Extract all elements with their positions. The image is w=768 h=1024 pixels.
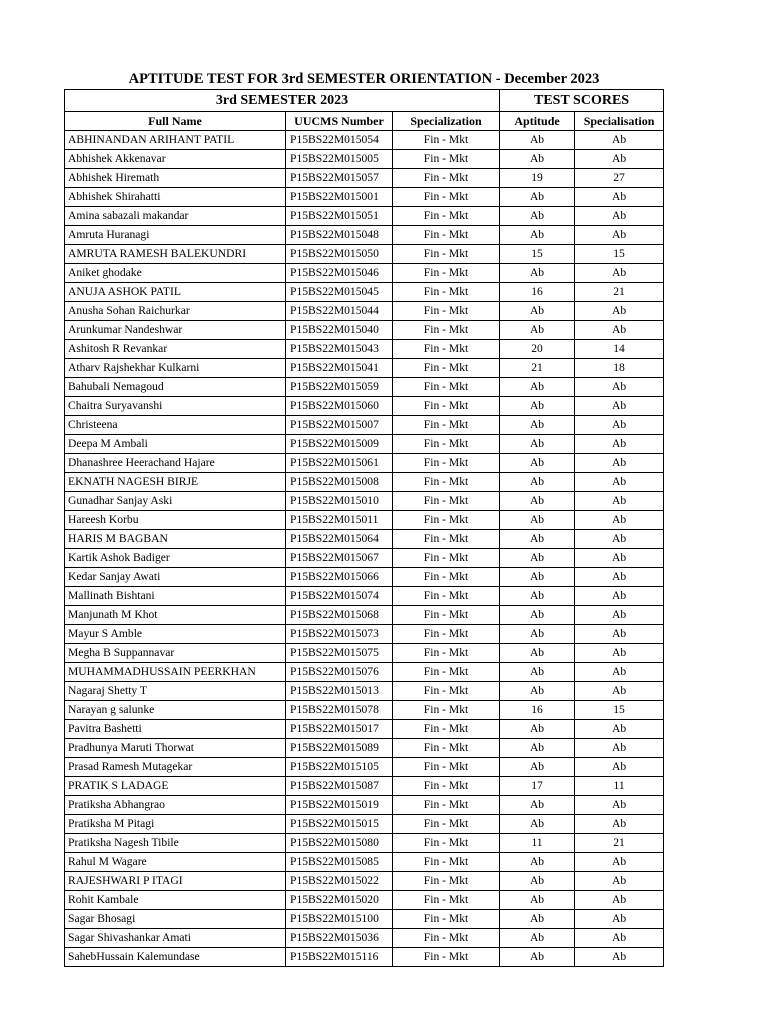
uucms-number-cell: P15BS22M015017 xyxy=(286,720,393,739)
specialisation-score-cell: Ab xyxy=(575,454,664,473)
specialization-cell: Fin - Mkt xyxy=(393,416,500,435)
student-name-cell: Sagar Shivashankar Amati xyxy=(65,929,286,948)
specialization-cell: Fin - Mkt xyxy=(393,929,500,948)
aptitude-score-cell: 15 xyxy=(500,245,575,264)
table-row xyxy=(65,473,664,492)
specialisation-score-cell: Ab xyxy=(575,663,664,682)
student-name-cell: Kedar Sanjay Awati xyxy=(65,568,286,587)
table-row xyxy=(65,929,664,948)
specialization-cell: Fin - Mkt xyxy=(393,739,500,758)
aptitude-score-cell: Ab xyxy=(500,226,575,245)
student-name-cell: Deepa M Ambali xyxy=(65,435,286,454)
table-row xyxy=(65,359,664,378)
aptitude-score-cell: 17 xyxy=(500,777,575,796)
specialization-cell: Fin - Mkt xyxy=(393,530,500,549)
uucms-number-cell: P15BS22M015076 xyxy=(286,663,393,682)
table-row xyxy=(65,378,664,397)
table-row xyxy=(65,853,664,872)
document-title: APTITUDE TEST FOR 3rd SEMESTER ORIENTATION - December 2023 xyxy=(128,71,600,87)
table-row xyxy=(65,796,664,815)
table-row xyxy=(65,948,664,967)
column-header-specialisation-score: Specialisation xyxy=(575,112,664,131)
uucms-number-cell: P15BS22M015054 xyxy=(286,131,393,150)
aptitude-score-cell: Ab xyxy=(500,739,575,758)
specialisation-score-cell: Ab xyxy=(575,739,664,758)
aptitude-score-cell: Ab xyxy=(500,720,575,739)
specialisation-score-cell: Ab xyxy=(575,150,664,169)
aptitude-score-cell: Ab xyxy=(500,454,575,473)
student-name-cell: Pratiksha M Pitagi xyxy=(65,815,286,834)
student-name-cell: Rohit Kambale xyxy=(65,891,286,910)
specialization-cell: Fin - Mkt xyxy=(393,815,500,834)
specialization-cell: Fin - Mkt xyxy=(393,872,500,891)
specialization-cell: Fin - Mkt xyxy=(393,853,500,872)
table-row xyxy=(65,454,664,473)
aptitude-score-cell: Ab xyxy=(500,910,575,929)
specialisation-score-cell: 21 xyxy=(575,834,664,853)
specialisation-score-cell: 11 xyxy=(575,777,664,796)
aptitude-score-cell: Ab xyxy=(500,150,575,169)
table-row xyxy=(65,625,664,644)
aptitude-score-cell: Ab xyxy=(500,378,575,397)
student-name-cell: Nagaraj Shetty T xyxy=(65,682,286,701)
specialization-cell: Fin - Mkt xyxy=(393,397,500,416)
aptitude-score-cell: Ab xyxy=(500,549,575,568)
specialization-cell: Fin - Mkt xyxy=(393,587,500,606)
uucms-number-cell: P15BS22M015045 xyxy=(286,283,393,302)
semester-group-header: 3rd SEMESTER 2023 xyxy=(65,90,500,112)
student-name-cell: Gunadhar Sanjay Aski xyxy=(65,492,286,511)
aptitude-score-cell: Ab xyxy=(500,492,575,511)
uucms-number-cell: P15BS22M015067 xyxy=(286,549,393,568)
aptitude-score-cell: Ab xyxy=(500,891,575,910)
specialization-cell: Fin - Mkt xyxy=(393,549,500,568)
aptitude-score-cell: Ab xyxy=(500,530,575,549)
column-header-specialization: Specialization xyxy=(393,112,500,131)
student-name-cell: ABHINANDAN ARIHANT PATIL xyxy=(65,131,286,150)
student-name-cell: Manjunath M Khot xyxy=(65,606,286,625)
student-name-cell: Amruta Huranagi xyxy=(65,226,286,245)
student-name-cell: Ashitosh R Revankar xyxy=(65,340,286,359)
table-row xyxy=(65,226,664,245)
specialization-cell: Fin - Mkt xyxy=(393,283,500,302)
table-row xyxy=(65,150,664,169)
specialisation-score-cell: Ab xyxy=(575,530,664,549)
uucms-number-cell: P15BS22M015011 xyxy=(286,511,393,530)
student-name-cell: RAJESHWARI P ITAGI xyxy=(65,872,286,891)
aptitude-score-cell: Ab xyxy=(500,929,575,948)
specialisation-score-cell: Ab xyxy=(575,492,664,511)
specialization-cell: Fin - Mkt xyxy=(393,568,500,587)
student-name-cell: Pradhunya Maruti Thorwat xyxy=(65,739,286,758)
aptitude-score-cell: 16 xyxy=(500,283,575,302)
specialization-cell: Fin - Mkt xyxy=(393,625,500,644)
specialisation-score-cell: 27 xyxy=(575,169,664,188)
table-row xyxy=(65,530,664,549)
uucms-number-cell: P15BS22M015009 xyxy=(286,435,393,454)
specialization-cell: Fin - Mkt xyxy=(393,644,500,663)
specialization-cell: Fin - Mkt xyxy=(393,245,500,264)
student-name-cell: Abhishek Hiremath xyxy=(65,169,286,188)
uucms-number-cell: P15BS22M015044 xyxy=(286,302,393,321)
test-scores-group-header: TEST SCORES xyxy=(500,90,664,112)
uucms-number-cell: P15BS22M015073 xyxy=(286,625,393,644)
uucms-number-cell: P15BS22M015100 xyxy=(286,910,393,929)
specialisation-score-cell: Ab xyxy=(575,948,664,967)
uucms-number-cell: P15BS22M015078 xyxy=(286,701,393,720)
specialization-cell: Fin - Mkt xyxy=(393,682,500,701)
specialisation-score-cell: Ab xyxy=(575,378,664,397)
uucms-number-cell: P15BS22M015068 xyxy=(286,606,393,625)
specialization-cell: Fin - Mkt xyxy=(393,169,500,188)
table-row xyxy=(65,777,664,796)
specialization-cell: Fin - Mkt xyxy=(393,492,500,511)
aptitude-score-cell: Ab xyxy=(500,321,575,340)
specialization-cell: Fin - Mkt xyxy=(393,777,500,796)
specialization-cell: Fin - Mkt xyxy=(393,359,500,378)
column-header-aptitude: Aptitude xyxy=(500,112,575,131)
student-name-cell: Arunkumar Nandeshwar xyxy=(65,321,286,340)
uucms-number-cell: P15BS22M015010 xyxy=(286,492,393,511)
table-row xyxy=(65,397,664,416)
uucms-number-cell: P15BS22M015015 xyxy=(286,815,393,834)
aptitude-score-cell: Ab xyxy=(500,853,575,872)
specialisation-score-cell: Ab xyxy=(575,682,664,701)
aptitude-score-cell: Ab xyxy=(500,207,575,226)
specialisation-score-cell: 18 xyxy=(575,359,664,378)
specialisation-score-cell: 14 xyxy=(575,340,664,359)
aptitude-score-cell: 16 xyxy=(500,701,575,720)
table-row xyxy=(65,758,664,777)
uucms-number-cell: P15BS22M015048 xyxy=(286,226,393,245)
uucms-number-cell: P15BS22M015066 xyxy=(286,568,393,587)
table-row xyxy=(65,169,664,188)
student-name-cell: Megha B Suppannavar xyxy=(65,644,286,663)
student-name-cell: Pavitra Bashetti xyxy=(65,720,286,739)
specialisation-score-cell: Ab xyxy=(575,625,664,644)
specialisation-score-cell: Ab xyxy=(575,321,664,340)
uucms-number-cell: P15BS22M015041 xyxy=(286,359,393,378)
specialization-cell: Fin - Mkt xyxy=(393,150,500,169)
specialization-cell: Fin - Mkt xyxy=(393,131,500,150)
uucms-number-cell: P15BS22M015060 xyxy=(286,397,393,416)
table-row xyxy=(65,131,664,150)
student-name-cell: ANUJA ASHOK PATIL xyxy=(65,283,286,302)
specialization-cell: Fin - Mkt xyxy=(393,188,500,207)
table-row xyxy=(65,416,664,435)
uucms-number-cell: P15BS22M015061 xyxy=(286,454,393,473)
aptitude-score-cell: Ab xyxy=(500,796,575,815)
scores-table xyxy=(64,89,664,967)
specialization-cell: Fin - Mkt xyxy=(393,720,500,739)
specialization-cell: Fin - Mkt xyxy=(393,378,500,397)
student-name-cell: Atharv Rajshekhar Kulkarni xyxy=(65,359,286,378)
table-row xyxy=(65,245,664,264)
student-name-cell: Rahul M Wagare xyxy=(65,853,286,872)
table-row xyxy=(65,587,664,606)
aptitude-score-cell: Ab xyxy=(500,663,575,682)
specialisation-score-cell: Ab xyxy=(575,853,664,872)
student-name-cell: Pratiksha Nagesh Tibile xyxy=(65,834,286,853)
aptitude-score-cell: Ab xyxy=(500,815,575,834)
specialization-cell: Fin - Mkt xyxy=(393,834,500,853)
table-row xyxy=(65,720,664,739)
student-name-cell: Bahubali Nemagoud xyxy=(65,378,286,397)
specialisation-score-cell: Ab xyxy=(575,644,664,663)
table-row xyxy=(65,910,664,929)
aptitude-score-cell: Ab xyxy=(500,568,575,587)
table-row xyxy=(65,644,664,663)
table-row xyxy=(65,568,664,587)
specialisation-score-cell: Ab xyxy=(575,720,664,739)
table-row xyxy=(65,207,664,226)
specialization-cell: Fin - Mkt xyxy=(393,511,500,530)
aptitude-score-cell: Ab xyxy=(500,397,575,416)
aptitude-score-cell: 11 xyxy=(500,834,575,853)
column-header-uucms-number: UUCMS Number xyxy=(286,112,393,131)
specialization-cell: Fin - Mkt xyxy=(393,473,500,492)
specialization-cell: Fin - Mkt xyxy=(393,758,500,777)
specialization-cell: Fin - Mkt xyxy=(393,321,500,340)
column-header-row xyxy=(65,112,664,131)
uucms-number-cell: P15BS22M015019 xyxy=(286,796,393,815)
specialization-cell: Fin - Mkt xyxy=(393,910,500,929)
uucms-number-cell: P15BS22M015013 xyxy=(286,682,393,701)
specialization-cell: Fin - Mkt xyxy=(393,302,500,321)
specialisation-score-cell: Ab xyxy=(575,872,664,891)
uucms-number-cell: P15BS22M015064 xyxy=(286,530,393,549)
uucms-number-cell: P15BS22M015020 xyxy=(286,891,393,910)
uucms-number-cell: P15BS22M015046 xyxy=(286,264,393,283)
aptitude-score-cell: Ab xyxy=(500,682,575,701)
group-header-row xyxy=(65,90,664,112)
uucms-number-cell: P15BS22M015040 xyxy=(286,321,393,340)
table-row xyxy=(65,872,664,891)
table-row xyxy=(65,283,664,302)
specialization-cell: Fin - Mkt xyxy=(393,606,500,625)
aptitude-score-cell: Ab xyxy=(500,416,575,435)
specialisation-score-cell: Ab xyxy=(575,435,664,454)
student-name-cell: Christeena xyxy=(65,416,286,435)
aptitude-score-cell: Ab xyxy=(500,758,575,777)
aptitude-score-cell: Ab xyxy=(500,188,575,207)
specialization-cell: Fin - Mkt xyxy=(393,663,500,682)
uucms-number-cell: P15BS22M015051 xyxy=(286,207,393,226)
uucms-number-cell: P15BS22M015116 xyxy=(286,948,393,967)
specialization-cell: Fin - Mkt xyxy=(393,340,500,359)
aptitude-score-cell: Ab xyxy=(500,473,575,492)
table-row xyxy=(65,188,664,207)
student-name-cell: Amina sabazali makandar xyxy=(65,207,286,226)
aptitude-score-cell: Ab xyxy=(500,606,575,625)
table-row xyxy=(65,891,664,910)
uucms-number-cell: P15BS22M015057 xyxy=(286,169,393,188)
specialisation-score-cell: Ab xyxy=(575,226,664,245)
specialisation-score-cell: Ab xyxy=(575,302,664,321)
specialisation-score-cell: Ab xyxy=(575,929,664,948)
specialisation-score-cell: 15 xyxy=(575,701,664,720)
aptitude-score-cell: Ab xyxy=(500,511,575,530)
specialisation-score-cell: Ab xyxy=(575,397,664,416)
specialisation-score-cell: 15 xyxy=(575,245,664,264)
table-header xyxy=(65,90,664,131)
table-row xyxy=(65,549,664,568)
uucms-number-cell: P15BS22M015059 xyxy=(286,378,393,397)
aptitude-score-cell: Ab xyxy=(500,625,575,644)
student-name-cell: PRATIK S LADAGE xyxy=(65,777,286,796)
student-name-cell: SahebHussain Kalemundase xyxy=(65,948,286,967)
student-name-cell: MUHAMMADHUSSAIN PEERKHAN xyxy=(65,663,286,682)
specialisation-score-cell: Ab xyxy=(575,815,664,834)
student-name-cell: HARIS M BAGBAN xyxy=(65,530,286,549)
table-row xyxy=(65,739,664,758)
student-name-cell: Chaitra Suryavanshi xyxy=(65,397,286,416)
student-name-cell: Kartik Ashok Badiger xyxy=(65,549,286,568)
student-name-cell: Abhishek Shirahatti xyxy=(65,188,286,207)
uucms-number-cell: P15BS22M015074 xyxy=(286,587,393,606)
specialization-cell: Fin - Mkt xyxy=(393,264,500,283)
specialisation-score-cell: Ab xyxy=(575,606,664,625)
specialization-cell: Fin - Mkt xyxy=(393,435,500,454)
table-row xyxy=(65,606,664,625)
uucms-number-cell: P15BS22M015036 xyxy=(286,929,393,948)
uucms-number-cell: P15BS22M015080 xyxy=(286,834,393,853)
uucms-number-cell: P15BS22M015105 xyxy=(286,758,393,777)
aptitude-score-cell: 20 xyxy=(500,340,575,359)
aptitude-score-cell: 21 xyxy=(500,359,575,378)
table-row xyxy=(65,340,664,359)
specialization-cell: Fin - Mkt xyxy=(393,207,500,226)
student-name-cell: Dhanashree Heerachand Hajare xyxy=(65,454,286,473)
specialisation-score-cell: Ab xyxy=(575,587,664,606)
student-name-cell: Narayan g salunke xyxy=(65,701,286,720)
table-row xyxy=(65,701,664,720)
table-row xyxy=(65,682,664,701)
table-row xyxy=(65,435,664,454)
table-row xyxy=(65,321,664,340)
specialization-cell: Fin - Mkt xyxy=(393,948,500,967)
aptitude-score-cell: Ab xyxy=(500,644,575,663)
column-header-full-name: Full Name xyxy=(65,112,286,131)
uucms-number-cell: P15BS22M015085 xyxy=(286,853,393,872)
specialisation-score-cell: Ab xyxy=(575,131,664,150)
aptitude-score-cell: Ab xyxy=(500,264,575,283)
table-row xyxy=(65,492,664,511)
uucms-number-cell: P15BS22M015087 xyxy=(286,777,393,796)
specialisation-score-cell: Ab xyxy=(575,416,664,435)
specialisation-score-cell: Ab xyxy=(575,891,664,910)
uucms-number-cell: P15BS22M015005 xyxy=(286,150,393,169)
specialisation-score-cell: Ab xyxy=(575,473,664,492)
table-row xyxy=(65,511,664,530)
aptitude-score-cell: Ab xyxy=(500,587,575,606)
uucms-number-cell: P15BS22M015008 xyxy=(286,473,393,492)
specialization-cell: Fin - Mkt xyxy=(393,454,500,473)
specialisation-score-cell: Ab xyxy=(575,910,664,929)
specialization-cell: Fin - Mkt xyxy=(393,796,500,815)
student-name-cell: EKNATH NAGESH BIRJE xyxy=(65,473,286,492)
aptitude-score-cell: 19 xyxy=(500,169,575,188)
table-body xyxy=(65,131,664,967)
specialisation-score-cell: Ab xyxy=(575,264,664,283)
student-name-cell: Mayur S Amble xyxy=(65,625,286,644)
student-name-cell: Abhishek Akkenavar xyxy=(65,150,286,169)
table-row xyxy=(65,834,664,853)
table-row xyxy=(65,302,664,321)
specialisation-score-cell: Ab xyxy=(575,796,664,815)
aptitude-score-cell: Ab xyxy=(500,302,575,321)
specialisation-score-cell: Ab xyxy=(575,549,664,568)
specialisation-score-cell: Ab xyxy=(575,568,664,587)
aptitude-score-cell: Ab xyxy=(500,435,575,454)
uucms-number-cell: P15BS22M015022 xyxy=(286,872,393,891)
student-name-cell: Aniket ghodake xyxy=(65,264,286,283)
uucms-number-cell: P15BS22M015007 xyxy=(286,416,393,435)
specialisation-score-cell: Ab xyxy=(575,207,664,226)
specialisation-score-cell: Ab xyxy=(575,511,664,530)
student-name-cell: Sagar Bhosagi xyxy=(65,910,286,929)
student-name-cell: Prasad Ramesh Mutagekar xyxy=(65,758,286,777)
specialization-cell: Fin - Mkt xyxy=(393,226,500,245)
uucms-number-cell: P15BS22M015089 xyxy=(286,739,393,758)
student-name-cell: Mallinath Bishtani xyxy=(65,587,286,606)
aptitude-score-cell: Ab xyxy=(500,131,575,150)
aptitude-score-cell: Ab xyxy=(500,948,575,967)
specialisation-score-cell: Ab xyxy=(575,188,664,207)
table-row xyxy=(65,663,664,682)
aptitude-score-cell: Ab xyxy=(500,872,575,891)
specialisation-score-cell: 21 xyxy=(575,283,664,302)
uucms-number-cell: P15BS22M015075 xyxy=(286,644,393,663)
uucms-number-cell: P15BS22M015043 xyxy=(286,340,393,359)
student-name-cell: Hareesh Korbu xyxy=(65,511,286,530)
uucms-number-cell: P15BS22M015001 xyxy=(286,188,393,207)
student-name-cell: Anusha Sohan Raichurkar xyxy=(65,302,286,321)
student-name-cell: AMRUTA RAMESH BALEKUNDRI xyxy=(65,245,286,264)
student-name-cell: Pratiksha Abhangrao xyxy=(65,796,286,815)
specialisation-score-cell: Ab xyxy=(575,758,664,777)
table-row xyxy=(65,815,664,834)
specialization-cell: Fin - Mkt xyxy=(393,891,500,910)
uucms-number-cell: P15BS22M015050 xyxy=(286,245,393,264)
table-row xyxy=(65,264,664,283)
specialization-cell: Fin - Mkt xyxy=(393,701,500,720)
